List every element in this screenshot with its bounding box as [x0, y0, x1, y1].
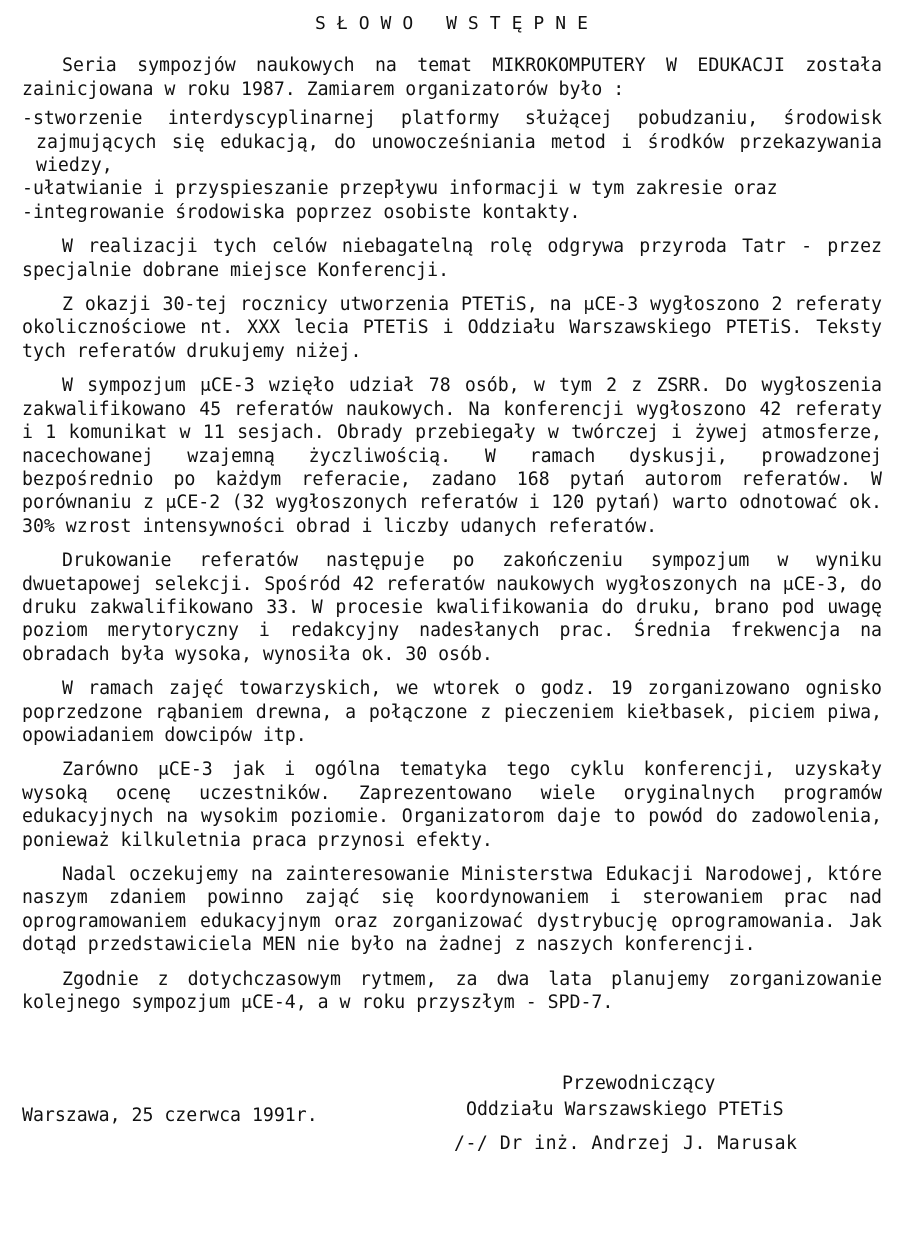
signature-name: /-/ Dr inż. Andrzej J. Marusak [454, 1133, 798, 1155]
paragraph-printing: Drukowanie referatów następuje po zakończeniu sympozjum w wyniku dwuetapowej selekcji. Spośród 42 referatów naukowych wygłoszonych na μCE-3, do druku zakwalifikowano 33. W procesie kwalifikowania do druku, brano pod uwagę poziom merytoryczny i redakcyjny nadesłanych prac. Średnia frekwencja na obradach była wysoka, wynosiła ok. 30 osób. [22, 550, 882, 665]
goal-item: -integrowanie środowiska poprzez osobiste kontakty. [22, 201, 581, 223]
document-page [22, 12, 882, 1168]
paragraph-tatra: W realizacji tych celów niebagatelną rolę odgrywa przyroda Tatr - przez specjalnie dobrane miejsce Konferencji. [22, 236, 882, 281]
goals-list [22, 107, 882, 224]
intro-paragraph: Seria sympozjów naukowych na temat MIKROKOMPUTERY W EDUKACJI została zainicjowana w roku 1987. Zamiarem organizatorów było : [22, 55, 882, 100]
paragraph-ministry: Nadal oczekujemy na zainteresowanie Ministerstwa Edukacji Narodowej, które naszym zdaniem powinno zająć się koordynowaniem i sterowaniem prac nad oprogramowaniem edukacyjnym oraz zorganizować dystrybucję oprogramowania. Jak dotąd przedstawiciela MEN nie było na żadnej z naszych konferencji. [22, 864, 882, 956]
goal-item: -ułatwianie i przyspieszanie przepływu informacji w tym zakresie oraz [22, 178, 778, 200]
paragraph-social: W ramach zajęć towarzyskich, we wtorek o godz. 19 zorganizowano ognisko poprzedzone rąbaniem drewna, a połączone z pieczeniem kiełbasek, piciem piwa, opowiadaniem dowcipów itp. [22, 678, 882, 746]
paragraph-plans: Zgodnie z dotychczasowym rytmem, za dwa lata planujemy zorganizowanie kolejnego sympozjum μCE-4, a w roku przyszłym - SPD-7. [22, 968, 882, 1014]
signature-role: Przewodniczący [562, 1073, 716, 1095]
document-title: SŁOWO WSTĘPNE [315, 13, 599, 34]
place-date: Warszawa, 25 czerwca 1991r. [22, 1105, 318, 1127]
signature-block [22, 1058, 882, 1168]
paragraph-anniversary: Z okazji 30-tej rocznicy utworzenia PTETiS, na μCE-3 wygłoszono 2 referaty okolicznościowe nt. XXX lecia PTETiS i Oddziału Warszawskiego PTETiS. Teksty tych referatów drukujemy niżej. [22, 294, 882, 362]
paragraph-evaluation: Zarówno μCE-3 jak i ogólna tematyka tego cyklu konferencji, uzyskały wysoką ocenę uczestników. Zaprezentowano wiele oryginalnych programów edukacyjnych na wysokim poziomie. Organizatorom daje to powód do zadowolenia, ponieważ kilkuletnia praca przynosi efekty. [22, 759, 882, 851]
goal-item: -stworzenie interdyscyplinarnej platformy służącej pobudzaniu, środowisk zajmujących się edukacją, do unowocześniania metod i środków przekazywania wiedzy, [22, 108, 882, 177]
paragraph-statistics: W sympozjum μCE-3 wzięło udział 78 osób, w tym 2 z ZSRR. Do wygłoszenia zakwalifikowano 45 referatów naukowych. Na konferencji wygłoszono 42 referaty i 1 komunikat w 11 sesjach. Obrady przebiegały w twórczej i żywej atmosferze, nacechowanej wzajemną życzliwością. W ramach dyskusji, prowadzonej bezpośrednio po każdym referacie, zadano 168 pytań autorom referatów. W porównaniu z μCE-2 (32 wygłoszonych referatów i 120 pytań) warto odnotować ok. 30% wzrost intensywności obrad i liczby udanych referatów. [22, 375, 882, 537]
signature-organization: Oddziału Warszawskiego PTETiS [466, 1099, 784, 1121]
